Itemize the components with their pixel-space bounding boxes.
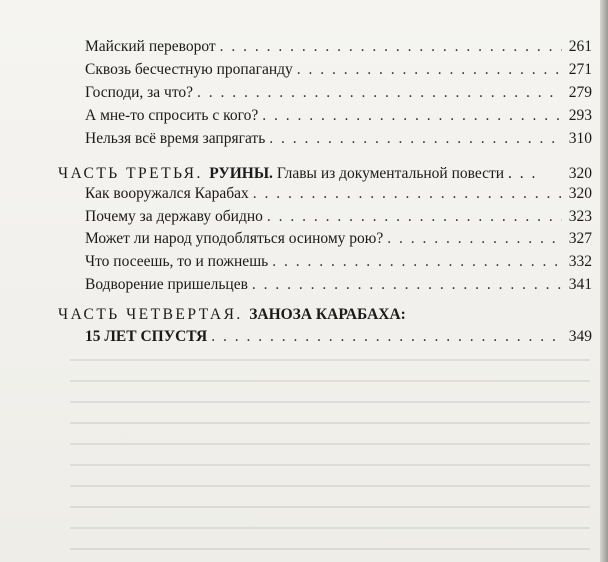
part-three-title: РУИНЫ. <box>209 165 277 182</box>
toc-entry-title: Почему за державу обидно <box>85 208 263 225</box>
toc-leader-dots <box>211 327 562 347</box>
part-four-title-line2: 15 ЛЕТ СПУСТЯ <box>85 328 208 345</box>
toc-entry-title: Водворение пришельцев <box>85 276 248 293</box>
toc-entry <box>85 229 592 249</box>
toc-entry-page: 332 <box>568 253 592 270</box>
part-three-label: ЧАСТЬ ТРЕТЬЯ. <box>58 165 210 182</box>
part-four-label: ЧАСТЬ ЧЕТВЕРТАЯ. <box>58 306 250 323</box>
toc-entry <box>85 275 592 295</box>
toc-leader-dots: . . . <box>507 165 538 182</box>
toc-entry <box>85 327 592 347</box>
toc-entry-title: Как вооружался Карабах <box>85 185 249 202</box>
toc-entry <box>85 129 592 149</box>
toc-entry <box>85 207 592 227</box>
toc-leader-dots <box>272 252 562 272</box>
toc-entry <box>85 83 592 103</box>
toc-entry-title: А мне-то спросить с кого? <box>85 107 259 124</box>
toc-entry-page: 271 <box>568 61 592 78</box>
toc-leader-dots <box>297 60 562 80</box>
toc-entry-title: Что посеешь, то и пожнешь <box>85 253 269 270</box>
toc-entry-page: 310 <box>568 130 592 147</box>
toc-entry-page: 327 <box>568 230 592 247</box>
part-three-subtitle: Главы из документальной повести <box>276 165 508 182</box>
toc-leader-dots <box>267 207 562 227</box>
toc-entry-title: Нельзя всё время запрягать <box>85 130 266 147</box>
toc-entry-page: 341 <box>568 276 592 293</box>
toc-leader-dots <box>197 83 562 103</box>
toc-entry <box>85 106 592 126</box>
toc-entry-title: Господи, за что? <box>85 84 194 101</box>
toc-leader-dots <box>220 37 562 57</box>
part-three-heading <box>58 164 592 184</box>
toc-leader-dots <box>253 184 562 204</box>
toc-entry-page: 320 <box>568 185 592 202</box>
toc-entry <box>85 252 592 272</box>
toc-entry-page: 261 <box>568 38 592 55</box>
toc-leader-dots <box>262 106 562 126</box>
part-four-heading <box>58 305 592 325</box>
bleed-through-text <box>70 345 590 560</box>
part-four-title: ЗАНОЗА КАРАБАХА: <box>249 306 406 323</box>
toc-leader-dots <box>269 129 562 149</box>
toc-entry-title: Сквозь бесчестную пропаганду <box>85 61 293 78</box>
toc-entry-title: Майский переворот <box>85 38 216 55</box>
toc-entry-page: 323 <box>568 208 592 225</box>
toc-entry-page: 293 <box>568 107 592 124</box>
toc-entry <box>85 184 592 204</box>
toc-entry <box>85 37 592 57</box>
toc-entry <box>85 60 592 80</box>
toc-leader-dots <box>387 229 562 249</box>
page-spine-edge <box>600 0 608 562</box>
part-four-page: 349 <box>568 328 592 345</box>
toc-entry-title: Может ли народ уподобляться осиному рою? <box>85 230 384 247</box>
toc-entry-page: 279 <box>568 84 592 101</box>
part-three-page: 320 <box>568 165 592 182</box>
toc-leader-dots <box>252 275 562 295</box>
